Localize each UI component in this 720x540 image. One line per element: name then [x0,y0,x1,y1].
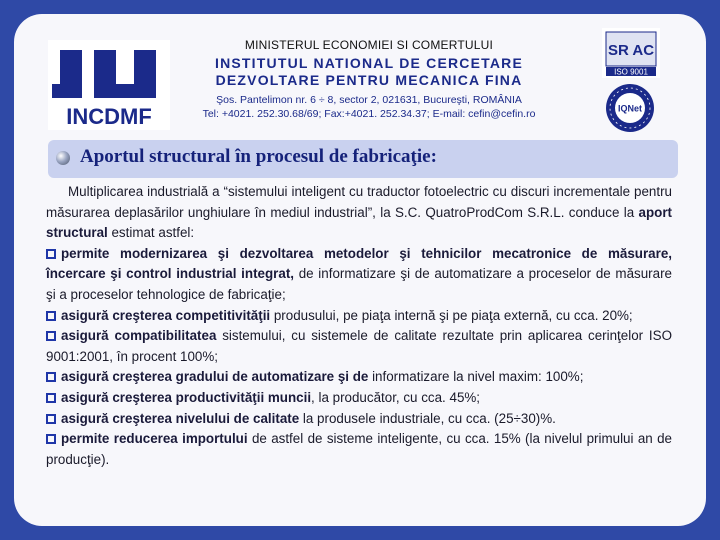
square-bullet-icon [46,249,56,259]
intro-text-end: estimat astfel: [107,225,195,241]
list-item [46,409,672,430]
address-line: Şos. Pantelimon nr. 6 ÷ 8, sector 2, 021631, Bucureşti, ROMÂNIA [216,94,522,106]
list-item-text: , la producător, cu cca. 45%; [311,389,481,405]
institute-name-line2: DEZVOLTARE PENTRU MECANICA FINA [215,72,523,88]
square-bullet-icon [46,372,56,382]
list-item-bold: permite modernizarea şi dezvoltarea metodelor şi tehnicilor mecatronice de măsurare, încercare şi control industrial integrat, [46,245,672,282]
list-item-bold: permite reducerea importului [61,431,248,447]
intro-bold-text: aport structural [46,204,672,241]
square-bullet-icon [46,311,56,321]
content-body [46,182,672,470]
list-item-bold: asigură compatibilitatea [61,328,217,344]
list-item [46,388,672,409]
list-item [46,367,672,388]
list-item-bold: asigură creşterea gradului de automatizare şi de [61,369,369,385]
list-item-bold: asigură creşterea productivităţii muncii [61,389,312,405]
incdmf-logo [48,40,170,130]
contact-line: Tel: +4021. 252.30.68/69; Fax:+4021. 252.34.37; E-mail: cefin@cefin.ro [202,108,536,120]
intro-text: Multiplicarea industrială a “sistemului inteligent cu traductor fotoelectric cu discuri incrementale pentru măsurarea deplasărilor unghiulare în mediul industrial”, la S.C. QuatroProdCom S.R.L. conduce la [46,184,672,220]
list-item-text: sistemului, cu sistemele de calitate rezultate prin aplicarea cerinţelor ISO 9001:2001, în procent 100%; [46,328,672,364]
institute-name-line1: INSTITUTUL NATIONAL DE CERCETARE [214,55,524,71]
section-title: Aportul structural în procesul de fabricaţie: [80,146,437,167]
list-item-text: de astfel de sisteme inteligente, cu cca. 15% (la nivelul primului an de producţie). [46,431,672,467]
ministry-name: MINISTERUL ECONOMIEI SI COMERTULUI [244,38,494,52]
srac-text: SR AC [607,42,655,59]
iqnet-certification-logo [604,82,656,134]
list-item-text: la produsele industriale, cu cca. (25÷30)%. [299,410,556,426]
square-bullet-icon [46,414,56,424]
slide-frame [14,14,706,526]
letterhead [14,14,706,134]
section-title-bar [48,140,678,178]
list-item [46,244,672,306]
square-bullet-icon [46,434,56,444]
list-item-text: produsului, pe piaţa internă şi pe piaţa externă, cu cca. 20%; [270,307,633,323]
list-item [46,326,672,367]
square-bullet-icon [46,331,56,341]
srac-iso-text: ISO 9001 [614,67,648,77]
list-item [46,429,672,470]
logo-text: INCDMF [66,104,152,129]
list-item-text: informatizare la nivel maxim: 100%; [368,369,584,385]
list-item-bold: asigură creşterea competitivităţii [61,307,271,323]
srac-certification-logo [602,28,660,78]
list-item-bold: asigură creşterea nivelului de calitate [61,410,300,426]
sphere-bullet-icon [56,151,70,165]
iqnet-text: IQNet [617,103,643,114]
list-item [46,306,672,327]
intro-paragraph [46,182,672,244]
square-bullet-icon [46,393,56,403]
list-item-text: de informatizare şi de automatizare a proceselor de măsurare şi a proceselor tehnologice de fabricaţie; [46,266,672,302]
